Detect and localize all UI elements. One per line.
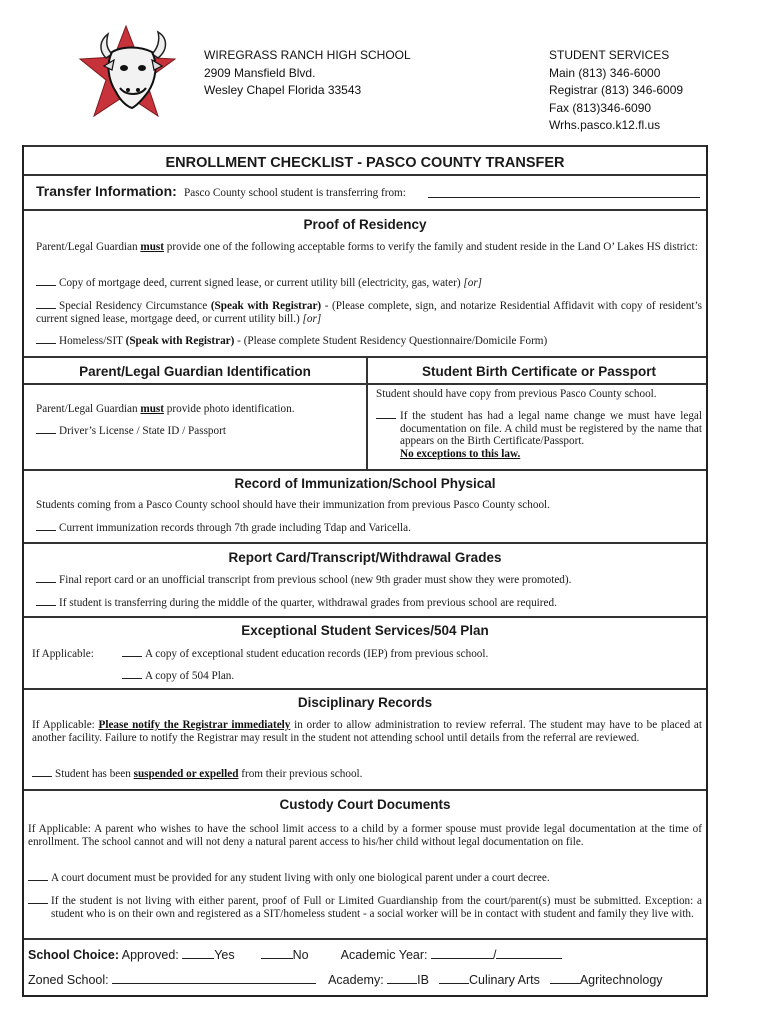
birth-cert-blank — [376, 410, 399, 423]
custody-item-1 — [28, 872, 550, 885]
divider — [24, 209, 706, 211]
residency-item-3-text: - (Please complete Student Residency Questionnaire/Domicile Form) — [234, 335, 548, 347]
discipline-item-text: Student has been — [55, 768, 134, 780]
academy-agri-field[interactable] — [550, 974, 580, 984]
divider — [24, 174, 706, 176]
must-emphasis: must — [140, 241, 164, 253]
immunization-text: Students coming from a Pasco County school should have their immunization from previous Pasco County school. — [36, 499, 550, 511]
transfer-info-label: Transfer Information: — [36, 183, 177, 199]
zoned-school-field[interactable] — [112, 974, 316, 984]
birth-cert-text: Student should have copy from previous Pasco County school. — [376, 388, 657, 400]
discipline-text — [32, 719, 702, 744]
immunization-title: Record of Immunization/School Physical — [234, 476, 496, 491]
checkbox-blank[interactable] — [36, 335, 56, 344]
or-marker: [or] — [302, 312, 322, 325]
divider — [24, 469, 706, 471]
transfer-from-field[interactable] — [428, 188, 700, 198]
checkbox-blank[interactable] — [28, 895, 48, 904]
checkbox-blank[interactable] — [36, 277, 56, 286]
checkbox-blank[interactable] — [122, 670, 142, 679]
residency-item-3 — [36, 335, 547, 348]
guardian-id-item — [36, 425, 226, 438]
guardian-id-text-b: provide photo identification. — [164, 403, 295, 415]
school-logo-star-bull — [78, 24, 182, 124]
transfer-info-prompt: Pasco County school student is transferring from: — [184, 187, 406, 199]
divider — [24, 145, 706, 147]
divider — [24, 938, 706, 940]
residency-item-2-text: Special Residency Circumstance — [59, 300, 211, 312]
notify-registrar-emphasis: Please notify the Registrar immediately — [98, 719, 291, 731]
divider — [24, 616, 706, 618]
residency-item-2-text: - (Please complete, sign, and notarize Residential Affidavit with copy of resident’s current signed lease, mortgage deed, or current utility bill.) — [36, 300, 703, 325]
guardian-id-text — [36, 403, 295, 416]
approved-label: Approved: — [118, 948, 183, 962]
school-choice-row — [28, 948, 562, 962]
birth-cert-item-text: If the student has had a legal name change we must have legal documentation on file. A child must be registered by the name that appears on the Birth Certificate/Passport. — [400, 410, 702, 448]
school-choice-label: School Choice: — [28, 948, 119, 962]
divider — [368, 383, 706, 385]
residency-title: Proof of Residency — [303, 217, 427, 232]
ese-item-1-text: A copy of exceptional student education records (IEP) from previous school. — [145, 648, 489, 660]
divider — [24, 688, 706, 690]
address-line-2: Wesley Chapel Florida 33543 — [204, 83, 362, 97]
discipline-item — [32, 768, 362, 781]
form-title: ENROLLMENT CHECKLIST - PASCO COUNTY TRANSFER — [165, 155, 565, 171]
enrollment-checklist-form — [22, 145, 708, 997]
ib-option: IB — [417, 973, 429, 987]
agritechnology-option: Agritechnology — [579, 973, 663, 987]
ese-item-2-text: A copy of 504 Plan. — [145, 670, 235, 682]
suspended-expelled-emphasis: suspended or expelled — [133, 768, 239, 780]
guardian-id-item-text: Driver’s License / State ID / Passport — [59, 425, 226, 437]
custody-item-1-text: A court document must be provided for any student living with only one biological parent under a court decree. — [51, 872, 550, 884]
checkbox-blank[interactable] — [36, 522, 56, 531]
checkbox-blank[interactable] — [36, 300, 56, 309]
website: Wrhs.pasco.k12.fl.us — [549, 118, 661, 132]
ese-title: Exceptional Student Services/504 Plan — [241, 623, 489, 638]
report-card-item-2-text: If student is transferring during the middle of the quarter, withdrawal grades from previous school are required. — [59, 597, 557, 609]
discipline-item-text: from their previous school. — [238, 768, 363, 780]
no-option: No — [292, 948, 309, 962]
custody-title: Custody Court Documents — [279, 797, 451, 812]
report-card-item-1 — [36, 574, 571, 587]
birth-cert-title: Student Birth Certificate or Passport — [421, 364, 657, 379]
ese-item-1 — [122, 648, 488, 661]
ese-item-2 — [122, 670, 234, 683]
report-card-title: Report Card/Transcript/Withdrawal Grades — [228, 550, 502, 565]
academic-year-label: Academic Year: — [340, 948, 431, 962]
residency-item-3-text: Homeless/SIT — [59, 335, 126, 347]
residency-item-2 — [36, 300, 702, 325]
fax-number: Fax (813)346-6090 — [549, 100, 652, 115]
zoned-school-label: Zoned School: — [28, 973, 113, 987]
divider — [24, 542, 706, 544]
report-card-item-1-text: Final report card or an unofficial transcript from previous school (new 9th grader must show they were promoted). — [59, 574, 572, 586]
student-services-block — [549, 47, 683, 135]
speak-with-registrar: (Speak with Registrar) — [125, 335, 235, 347]
residency-intro-text: Parent/Legal Guardian — [36, 241, 141, 253]
residency-item-1-text: Copy of mortgage deed, current signed lease, or current utility bill (electricity, gas, water) — [59, 277, 464, 289]
guardian-id-title: Parent/Legal Guardian Identification — [79, 364, 311, 379]
custody-item-2-blank — [28, 895, 51, 908]
school-address-block — [204, 47, 411, 100]
custody-item-2: If the student is not living with either parent, proof of Full or Limited Guardianship from the court/parent(s) must be submitted. Exception: a student who is on their own and registered as a SIT/homeless student - a social worker will be in contact with student and family they live with. — [51, 895, 702, 920]
approved-no-field[interactable] — [261, 949, 293, 959]
academic-year-end-field[interactable] — [496, 949, 562, 959]
checkbox-blank[interactable] — [36, 425, 56, 434]
no-exceptions-emphasis: No exceptions to this law. — [400, 447, 521, 460]
academic-year-start-field[interactable] — [431, 949, 493, 959]
checkbox-blank[interactable] — [36, 574, 56, 583]
academy-culinary-field[interactable] — [439, 974, 469, 984]
registrar-phone: Registrar (813) 346-6009 — [549, 83, 684, 97]
checkbox-blank[interactable] — [376, 410, 396, 419]
academy-label: Academy: — [328, 973, 388, 987]
checkbox-blank[interactable] — [122, 648, 142, 657]
address-line-1: 2909 Mansfield Blvd. — [204, 65, 316, 80]
year-separator: / — [492, 948, 497, 962]
main-phone: Main (813) 346-6000 — [549, 65, 661, 80]
residency-intro-text: provide one of the following acceptable forms to verify the family and student reside in the Land O’ Lakes HS district: — [164, 241, 698, 253]
custody-text: If Applicable: A parent who wishes to have the school limit access to a child by a former spouse must provide legal documentation at the time of enrollment. The school cannot and will not deny a natural parent access to his/her child without legal documentation on file. — [28, 823, 702, 848]
ese-label: If Applicable: — [32, 648, 94, 660]
divider — [24, 356, 706, 358]
yes-option: Yes — [214, 948, 235, 962]
zoned-school-row — [28, 973, 663, 987]
divider — [24, 383, 366, 385]
academy-ib-field[interactable] — [387, 974, 417, 984]
guardian-id-text-a: Parent/Legal Guardian — [36, 403, 141, 415]
checkbox-blank[interactable] — [32, 768, 52, 777]
divider — [24, 789, 706, 791]
immunization-item-text: Current immunization records through 7th grade including Tdap and Varicella. — [59, 522, 411, 534]
discipline-text-a: If Applicable: — [32, 719, 99, 731]
birth-cert-item — [400, 410, 702, 460]
immunization-item — [36, 522, 411, 535]
checkbox-blank[interactable] — [28, 872, 48, 881]
culinary-arts-option: Culinary Arts — [468, 973, 540, 987]
checkbox-blank[interactable] — [36, 597, 56, 606]
speak-with-registrar: (Speak with Registrar) — [210, 300, 322, 312]
residency-item-1 — [36, 277, 482, 290]
residency-intro — [36, 241, 702, 254]
discipline-title: Disciplinary Records — [297, 695, 433, 710]
services-title: STUDENT SERVICES — [549, 48, 670, 62]
school-name: WIREGRASS RANCH HIGH SCHOOL — [204, 48, 411, 62]
report-card-item-2 — [36, 597, 557, 610]
or-marker: [or] — [463, 277, 483, 289]
must-emphasis: must — [140, 403, 164, 415]
approved-yes-field[interactable] — [182, 949, 214, 959]
discipline-text-b: in order to allow administration to review referral. The student may have to be placed at another facility. Failure to notify the Registrar may result in the student not attending school until details from the referral are reviewed. — [32, 719, 702, 744]
